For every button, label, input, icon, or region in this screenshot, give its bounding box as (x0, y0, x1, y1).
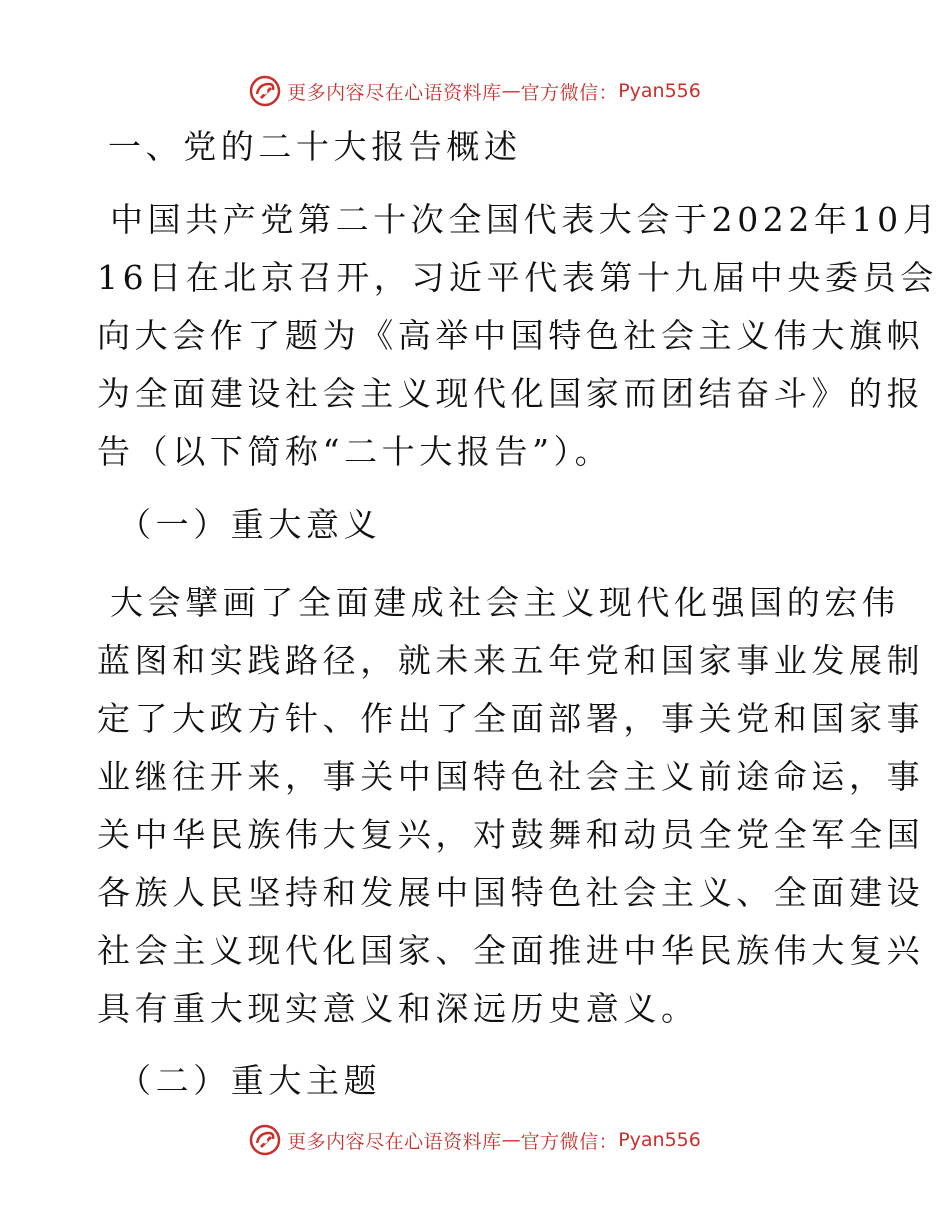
watermark-account: Pyan556 (618, 80, 701, 102)
watermark-label: 官方微信： (520, 81, 619, 104)
paragraph-line: 中国共产党第二十次全国代表大会于2022年10月 (110, 200, 941, 239)
paragraph-line: 16日在北京召开，习近平代表第十九届中央委员会 (97, 258, 938, 297)
paragraph-line: 各族人民坚持和发展中国特色社会主义、全面建设 (97, 873, 925, 912)
paragraph-line: 大会擘画了全面建成社会主义现代化强国的宏伟 (110, 583, 900, 622)
watermark-account: Pyan556 (618, 1129, 701, 1151)
watermark-separator: — (501, 1129, 521, 1151)
paragraph-line: 业继往开来，事关中国特色社会主义前途命运，事 (97, 757, 925, 796)
paragraph-line: 蓝图和实践路径，就未来五年党和国家事业发展制 (97, 641, 925, 680)
section-heading: 一、党的二十大报告概述 (108, 127, 522, 166)
paragraph-line: 为全面建设社会主义现代化国家而团结奋斗》的报 (97, 374, 925, 413)
watermark-footer (0, 1120, 950, 1160)
watermark-label: 官方微信： (520, 1130, 619, 1153)
subsection-heading: （一）重大意义 (118, 505, 382, 544)
paragraph-line: 关中华民族伟大复兴，对鼓舞和动员全党全军全国 (97, 815, 925, 854)
watermark-header (0, 71, 950, 111)
paragraph-line: 告（以下简称“二十大报告”）。 (97, 432, 613, 471)
paragraph-line: 具有重大现实意义和深远历史意义。 (97, 989, 699, 1028)
watermark-separator: — (501, 80, 521, 102)
paragraph-line: 向大会作了题为《高举中国特色社会主义伟大旗帜 (97, 316, 925, 355)
wechat-logo-icon (249, 1124, 281, 1156)
paragraph-line: 社会主义现代化国家、全面推进中华民族伟大复兴 (97, 931, 925, 970)
paragraph-line: 定了大政方针、作出了全面部署，事关党和国家事 (97, 699, 925, 738)
watermark-text: 更多内容尽在心语资料库 (287, 1130, 502, 1153)
watermark-text: 更多内容尽在心语资料库 (287, 81, 502, 104)
wechat-logo-icon (249, 75, 281, 107)
subsection-heading: （二）重大主题 (118, 1061, 382, 1100)
